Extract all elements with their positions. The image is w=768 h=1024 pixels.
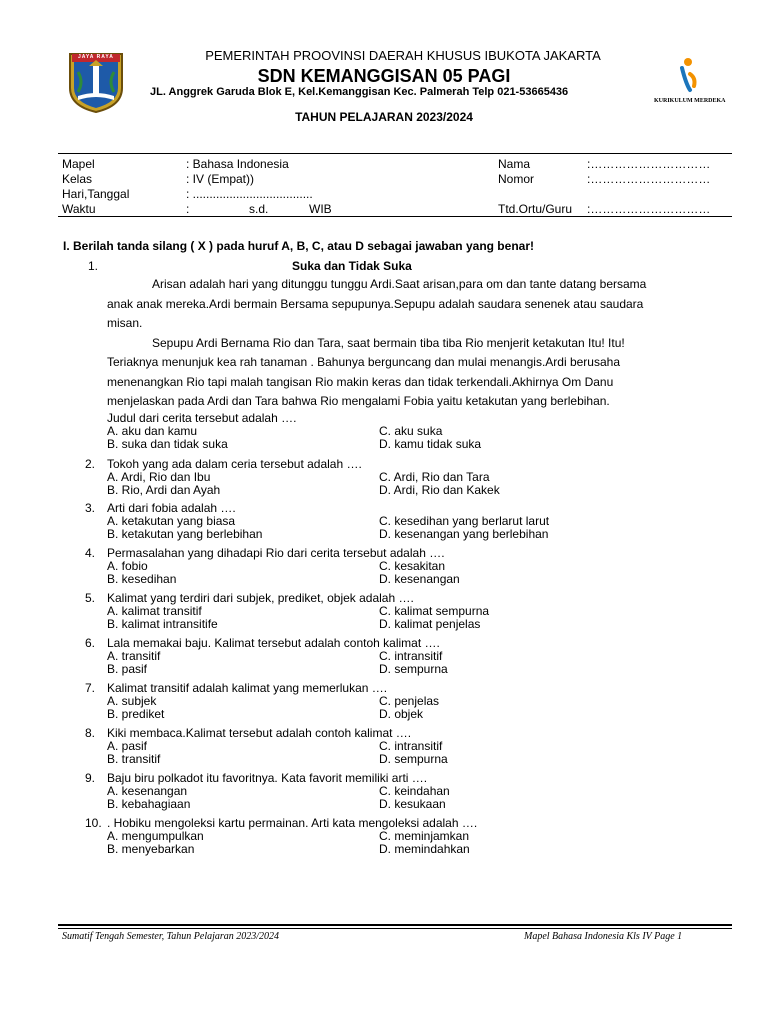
header-government: PEMERINTAH PROOVINSI DAERAH KHUSUS IBUKOTA JAKARTA: [205, 48, 601, 63]
story-line: Arisan adalah hari yang ditunggu tunggu Ardi.Saat arisan,para om dan tante datang bersama: [152, 277, 647, 291]
question-item: [0, 727, 768, 767]
option-c[interactable]: C. intransitif: [379, 649, 443, 663]
option-b[interactable]: B. kebahagiaan: [107, 797, 191, 811]
question-item: [0, 772, 768, 812]
option-d[interactable]: D. kalimat penjelas: [379, 617, 481, 631]
footer-right: Mapel Bahasa Indonesia Kls IV Page 1: [524, 931, 683, 942]
story-line: Teriaknya menunjuk kea rah tanaman . Bahunya berguncang dan mulai menangis.Ardi berusaha: [107, 355, 620, 369]
option-a[interactable]: A. kalimat transitif: [107, 604, 202, 618]
option-c[interactable]: C. meminjamkan: [379, 829, 470, 843]
question-text: Permasalahan yang dihadapi Rio dari cerita tersebut adalah ….: [107, 546, 445, 560]
option-b[interactable]: B. ketakutan yang berlebihan: [107, 527, 263, 541]
option-c[interactable]: C. penjelas: [379, 694, 440, 708]
question-number: 7.: [85, 681, 96, 695]
story-line: menjelaskan pada Ardi dan Tara bahwa Rio mengalami Fobia yaitu ketakutan yang berlebihan.: [107, 394, 610, 408]
option-b[interactable]: B. kalimat intransitife: [107, 617, 218, 631]
option-c[interactable]: C. kesedihan yang berlarut larut: [379, 514, 550, 528]
option-d[interactable]: D. kesukaan: [379, 797, 446, 811]
question-item: [0, 817, 768, 857]
question-number: 6.: [85, 636, 96, 650]
question-item: [0, 592, 768, 632]
value-mapel: : Bahasa Indonesia: [186, 157, 289, 171]
info-rule: [58, 216, 732, 217]
option-d[interactable]: D. Ardi, Rio dan Kakek: [379, 483, 500, 497]
top-rule: [58, 153, 732, 154]
question-number: 9.: [85, 771, 96, 785]
logo-caption: JAYA RAYA: [78, 54, 114, 60]
label-mapel: Mapel: [62, 157, 95, 171]
option-b[interactable]: B. prediket: [107, 707, 165, 721]
option-b[interactable]: B. pasif: [107, 662, 148, 676]
logo-caption: KURIKULUM MERDEKA: [654, 98, 726, 104]
question-text: Judul dari cerita tersebut adalah ….: [107, 411, 297, 425]
question-text: Baju biru polkadot itu favoritnya. Kata favorit memiliki arti ….: [107, 771, 428, 785]
label-nama: Nama: [498, 157, 531, 171]
option-d[interactable]: D. sempurna: [379, 752, 448, 766]
question-text: Arti dari fobia adalah ….: [107, 501, 236, 515]
option-d[interactable]: D. memindahkan: [379, 842, 470, 856]
header-address: JL. Anggrek Garuda Blok E, Kel.Kemanggisan Kec. Palmerah Telp 021-53665436: [150, 86, 569, 98]
option-b[interactable]: B. kesedihan: [107, 572, 177, 586]
option-d[interactable]: D. kamu tidak suka: [379, 437, 482, 451]
value-waktu-sd: s.d.: [249, 202, 269, 216]
header-school-name: SDN KEMANGGISAN 05 PAGI: [257, 66, 511, 86]
value-hari: : ....................................: [186, 187, 313, 201]
value-ttd: :…………………………: [587, 202, 711, 216]
option-a[interactable]: A. kesenangan: [107, 784, 188, 798]
story-line: menenangkan Rio tapi malah tangisan Rio makin keras dan tidak terkendali.Akhirnya Om Danu: [107, 375, 614, 389]
option-c[interactable]: C. Ardi, Rio dan Tara: [379, 470, 490, 484]
option-d[interactable]: D. sempurna: [379, 662, 448, 676]
value-kelas: : IV (Empat)): [186, 172, 255, 186]
question-text: Lala memakai baju. Kalimat tersebut adalah contoh kalimat ….: [107, 636, 440, 650]
question-text: Tokoh yang ada dalam ceria tersebut adalah ….: [107, 457, 362, 471]
value-waktu-wib: WIB: [309, 202, 332, 216]
question-item: [0, 637, 768, 677]
option-a[interactable]: A. ketakutan yang biasa: [107, 514, 236, 528]
option-d[interactable]: D. objek: [379, 707, 424, 721]
question-number: 10.: [85, 816, 102, 830]
option-c[interactable]: C. keindahan: [379, 784, 450, 798]
label-waktu: Waktu: [62, 202, 96, 216]
question-number: 4.: [85, 546, 96, 560]
question-number: 2.: [85, 457, 96, 471]
question-item: [0, 547, 768, 587]
question-number: 3.: [85, 501, 96, 515]
footer-left: Sumatif Tengah Semester, Tahun Pelajaran 2023/2024: [62, 931, 280, 942]
option-d[interactable]: D. kesenangan yang berlebihan: [379, 527, 549, 541]
question-text: . Hobiku mengoleksi kartu permainan. Arti kata mengoleksi adalah ….: [107, 816, 478, 830]
option-a[interactable]: A. Ardi, Rio dan Ibu: [107, 470, 211, 484]
option-a[interactable]: A. pasif: [107, 739, 148, 753]
label-hari: Hari,Tanggal: [62, 187, 130, 201]
value-nama: :…………………………: [587, 157, 711, 171]
question-text: Kalimat yang terdiri dari subjek, prediket, objek adalah ….: [107, 591, 414, 605]
story-line: anak anak mereka.Ardi bermain Bersama sepupunya.Sepupu adalah saudara senenek atau saudara: [107, 297, 644, 311]
option-c[interactable]: C. intransitif: [379, 739, 443, 753]
question-number: 8.: [85, 726, 96, 740]
option-a[interactable]: A. fobio: [107, 559, 148, 573]
option-b[interactable]: B. menyebarkan: [107, 842, 195, 856]
question-text: Kalimat transitif adalah kalimat yang memerlukan ….: [107, 681, 388, 695]
question-item: [0, 458, 768, 498]
option-d[interactable]: D. kesenangan: [379, 572, 460, 586]
label-ttd: Ttd.Ortu/Guru: [498, 202, 573, 216]
story-title: Suka dan Tidak Suka: [292, 259, 412, 273]
option-c[interactable]: C. aku suka: [379, 424, 443, 438]
question-number: 5.: [85, 591, 96, 605]
option-a[interactable]: A. aku dan kamu: [107, 424, 198, 438]
section-instruction: I. Berilah tanda silang ( X ) pada huruf A, B, C, atau D sebagai jawaban yang benar!: [63, 239, 534, 253]
option-b[interactable]: B. Rio, Ardi dan Ayah: [107, 483, 221, 497]
question-item: [0, 682, 768, 722]
question-item: [0, 502, 768, 542]
footer-rule-thin: [58, 928, 732, 929]
story-line: Sepupu Ardi Bernama Rio dan Tara, saat bermain tiba tiba Rio menjerit ketakutan Itu! Itu!: [152, 336, 625, 350]
value-nomor: :…………………………: [587, 172, 711, 186]
question-item: [0, 412, 768, 452]
option-c[interactable]: C. kalimat sempurna: [379, 604, 490, 618]
option-b[interactable]: B. transitif: [107, 752, 161, 766]
label-nomor: Nomor: [498, 172, 535, 186]
option-a[interactable]: A. subjek: [107, 694, 157, 708]
option-c[interactable]: C. kesakitan: [379, 559, 446, 573]
option-a[interactable]: A. mengumpulkan: [107, 829, 204, 843]
story-line: misan.: [107, 316, 143, 330]
footer-rule: [58, 924, 732, 926]
option-a[interactable]: A. transitif: [107, 649, 161, 663]
header-year: TAHUN PELAJARAN 2023/2024: [295, 110, 473, 124]
option-b[interactable]: B. suka dan tidak suka: [107, 437, 228, 451]
value-waktu-colon: :: [186, 202, 190, 216]
story-number: 1.: [88, 259, 99, 273]
question-text: Kiki membaca.Kalimat tersebut adalah contoh kalimat ….: [107, 726, 412, 740]
label-kelas: Kelas: [62, 172, 93, 186]
